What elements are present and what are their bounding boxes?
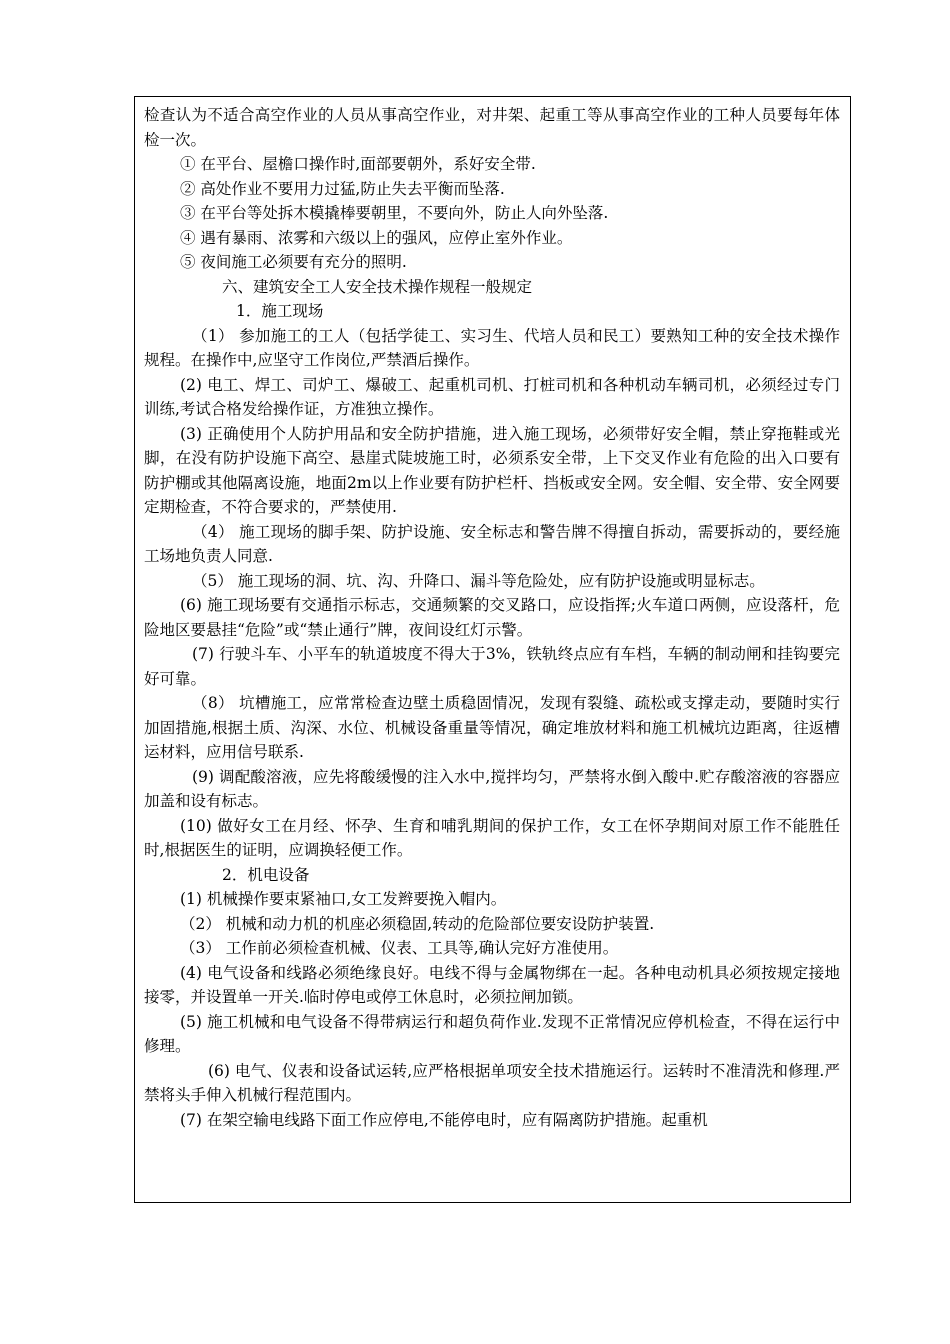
paragraph: (2) 电工、焊工、司炉工、爆破工、起重机司机、打桩司机和各种机动车辆司机，必须经过专门训练,考试合格发给操作证，方准独立操作。 xyxy=(144,375,840,418)
paragraph: ④ 遇有暴雨、浓雾和六级以上的强风，应停止室外作业。 xyxy=(180,228,573,247)
paragraph: 检查认为不适合高空作业的人员从事高空作业，对井架、起重工等从事高空作业的工种人员要每年体检一次。 xyxy=(144,106,840,149)
paragraph: （3） 工作前必须检查机械、仪表、工具等,确认完好方准使用。 xyxy=(180,939,619,957)
paragraph: (10) 做好女工在月经、怀孕、生育和哺乳期间的保护工作，女工在怀孕期间对原工作不能胜任时,根据医生的证明，应调换轻便工作。 xyxy=(144,816,840,859)
paragraph: (5) 施工机械和电气设备不得带病运行和超负荷作业.发现不正常情况应停机检查，不得在运行中修理。 xyxy=(144,1012,840,1055)
paragraph: 1．施工现场 xyxy=(236,302,324,320)
paragraph: （8） 坑槽施工，应常常检查边壁土质稳固情况，发现有裂缝、疏松或支撑走动，要随时实行加固措施,根据土质、沟深、水位、机械设备重量等情况，确定堆放材料和施工机械坑边距离，往返槽运材料，应用信号联系. xyxy=(144,694,840,761)
paragraph: (7) 行驶斗车、小平车的轨道坡度不得大于3%，铁轨终点应有车档，车辆的制动闸和挂钩要完好可靠。 xyxy=(144,645,840,688)
paragraph: 六、建筑安全工人安全技术操作规程一般规定 xyxy=(222,277,533,296)
paragraph: (7) 在架空输电线路下面工作应停电,不能停电时，应有隔离防护措施。起重机 xyxy=(180,1110,708,1129)
paragraph: （1） 参加施工的工人（包括学徒工、实习生、代培人员和民工）要熟知工种的安全技术操作规程。在操作中,应坚守工作岗位,严禁酒后操作。 xyxy=(144,326,840,369)
paragraph: 2．机电设备 xyxy=(222,865,310,884)
document-table-cell xyxy=(134,96,851,1203)
paragraph: (3) 正确使用个人防护用品和安全防护措施，进入施工现场，必须带好安全帽，禁止穿拖鞋或光脚，在没有防护设施下高空、悬崖式陡坡施工时，必须系安全带，上下交叉作业有危险的出入口要有防护棚或其他隔离设施，地面2m以上作业要有防护栏杆、挡板或安全网。安全帽、安全带、安全网要定期检查，不符合要求的，严禁使用. xyxy=(144,424,840,516)
paragraph: （2） 机械和动力机的机座必须稳固,转动的危险部位要安设防护装置. xyxy=(180,914,655,933)
paragraph: ③ 在平台等处拆木模撬棒要朝里，不要向外，防止人向外坠落. xyxy=(180,204,609,222)
document-body xyxy=(135,97,850,1132)
paragraph: (4) 电气设备和线路必须绝缘良好。电线不得与金属物绑在一起。各种电动机具必须按规定接地接零，并设置单一开关.临时停电或停工休息时，必须拉闸加锁。 xyxy=(144,963,840,1006)
paragraph: (9) 调配酸溶液，应先将酸缓慢的注入水中,搅拌均匀，严禁将水倒入酸中.贮存酸溶液的容器应加盖和设有标志。 xyxy=(144,767,840,810)
paragraph: ② 高处作业不要用力过猛,防止失去平衡而坠落. xyxy=(180,179,505,198)
paragraph: (6) 施工现场要有交通指示标志，交通频繁的交叉路口，应设指挥;火车道口两侧，应设落杆，危险地区要悬挂“危险”或“禁止通行”牌，夜间设红灯示警。 xyxy=(144,596,840,639)
paragraph: (6) 电气、仪表和设备试运转,应严格根据单项安全技术措施运行。运转时不准清洗和修理.严禁将头手伸入机械行程范围内。 xyxy=(144,1061,840,1104)
paragraph: （4） 施工现场的脚手架、防护设施、安全标志和警告牌不得擅自拆动，需要拆动的，要经施工场地负责人同意. xyxy=(144,522,840,565)
paragraph: (1) 机械操作要束紧袖口,女工发辫要挽入帽内。 xyxy=(180,890,507,908)
paragraph: （5） 施工现场的洞、坑、沟、升降口、漏斗等危险处，应有防护设施或明显标志。 xyxy=(192,571,765,590)
paragraph: ① 在平台、屋檐口操作时,面部要朝外，系好安全带. xyxy=(180,155,536,173)
paragraph: ⑤ 夜间施工必须要有充分的照明. xyxy=(180,253,407,271)
